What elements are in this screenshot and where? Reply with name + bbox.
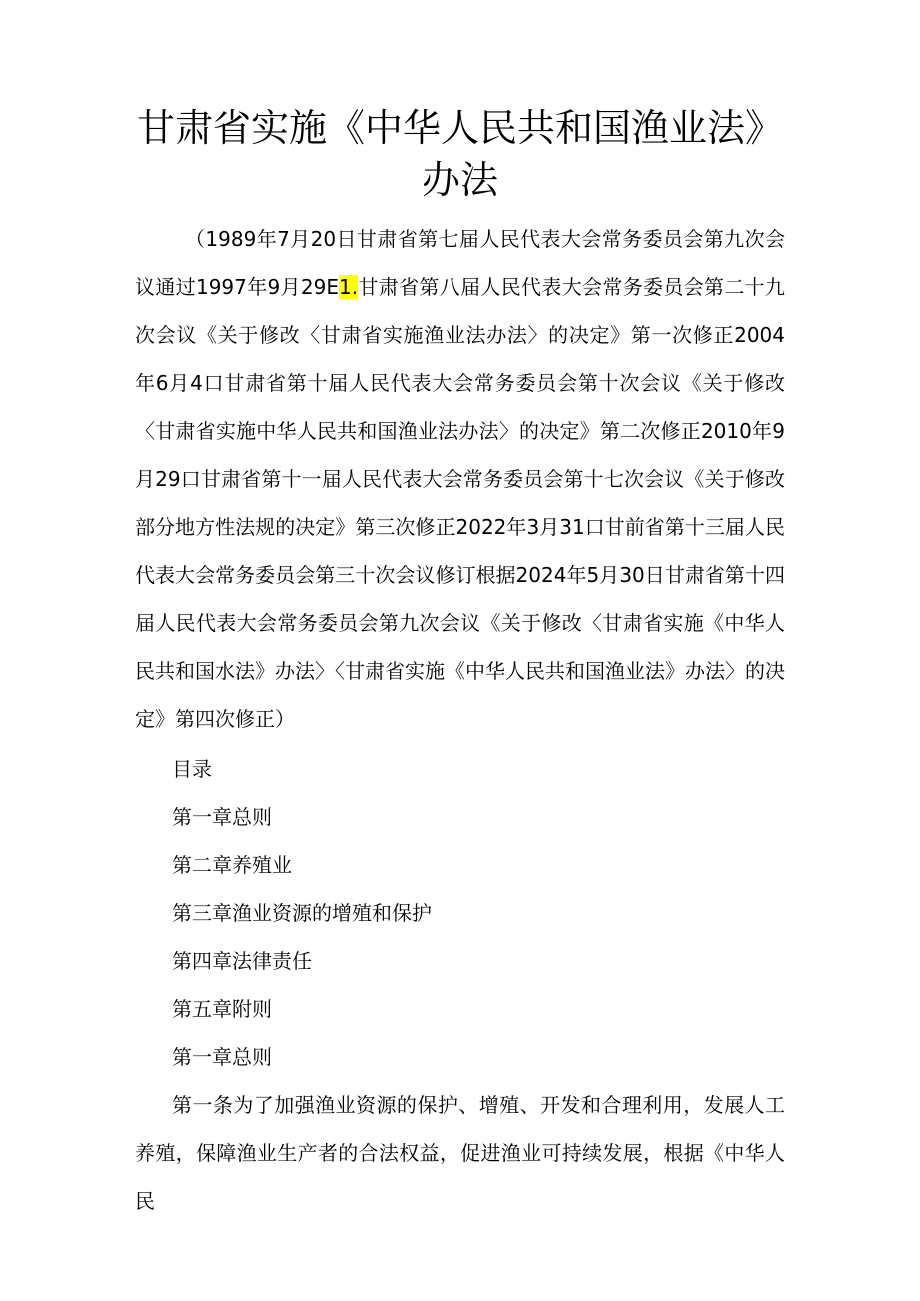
highlighted-text: 1.	[339, 275, 359, 299]
toc-item: 第三章渔业资源的增殖和保护	[172, 901, 432, 925]
table-of-contents	[135, 793, 920, 1033]
revision-history	[135, 215, 785, 743]
toc-title: 目录	[172, 757, 212, 781]
toc-item: 第一章总则	[172, 805, 272, 829]
revision-history-part-2: 甘肃省第八届人民代表大会常务委员会第二十九次会议《关于修改〈甘肃省实施渔业法办法〉的决定》第一次修正2004年6月4口甘肃省第十届人民代表大会常务委员会第十次会议《关于修改〈甘肃省实施中华人民共和国渔业法办法〉的决定》第二次修正2010年9月29口甘肃省第十一届人民代表大会常务委员会第十七次会议《关于修改部分地方性法规的决定》第三次修正2022年3月31口甘前省第十三届人民代表大会常务委员会第三十次会议修订根据2024年5月30日甘肃省第十四届人民代表大会常务委员会第九次会议《关于修改〈甘肃省实施《中华人民共和国水法》办法〉〈甘肃省实施《中华人民共和国渔业法》办法〉的决定》第四次修正）	[135, 275, 785, 731]
document-title: 甘肃省实施《中华人民共和国渔业法》办法	[136, 106, 783, 202]
toc-item: 第五章附则	[172, 997, 272, 1021]
revision-history-part-1: （1989年7月20日甘肃省第七届人民代表大会常务委员会第九次会议通过1997年9月29E	[135, 227, 785, 299]
toc-item: 第四章法律责任	[172, 949, 312, 973]
article-1: 第一条为了加强渔业资源的保护、增殖、开发和合理利用，发展人工养殖，保障渔业生产者的合法权益，促进渔业可持续发展，根据《中华人民	[135, 1093, 785, 1213]
chapter-heading: 第一章总则	[172, 1045, 272, 1069]
toc-item: 第二章养殖业	[172, 853, 292, 877]
